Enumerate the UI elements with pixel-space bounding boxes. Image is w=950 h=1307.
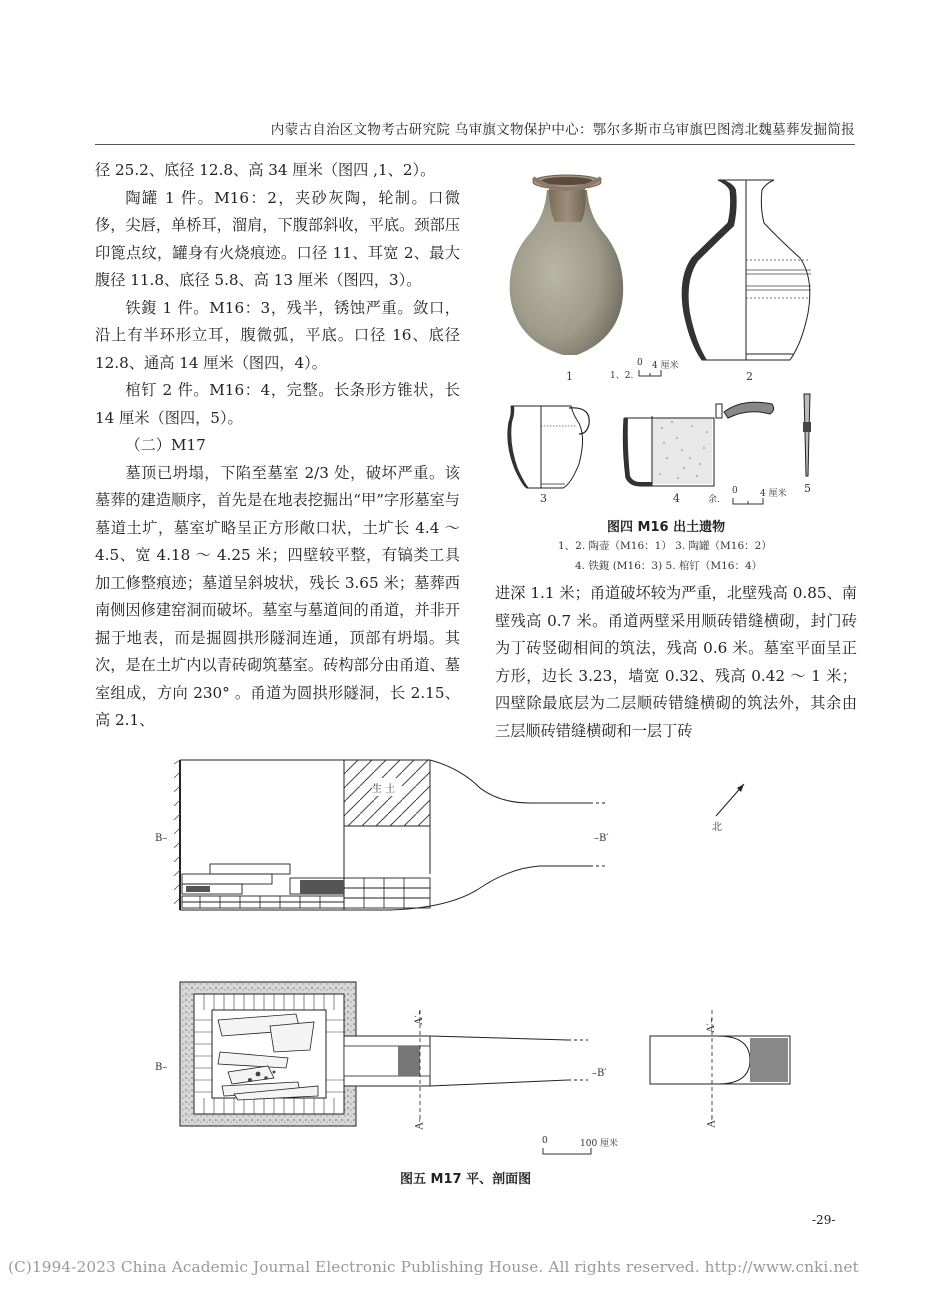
item-number: 5 xyxy=(804,482,811,495)
jar-section-drawing xyxy=(507,404,593,490)
coffin-nail-drawing xyxy=(798,392,818,480)
scale-length: 100 厘米 xyxy=(580,1139,619,1149)
left-text-column xyxy=(95,157,460,735)
scale-bar xyxy=(732,498,764,506)
running-header: 内蒙古自治区文物考古研究院 乌审旗文物保护中心：鄂尔多斯市乌审旗巴图湾北魏墓葬发掘简报 xyxy=(95,118,855,145)
vase-section-drawing xyxy=(680,178,830,363)
section-marker-a-prime: A′– xyxy=(705,1018,717,1033)
paragraph: 棺钉 2 件。M16：4，完整。长条形方锥状，长 14 厘米（图四，5）。 xyxy=(95,381,460,427)
right-text-column xyxy=(495,580,857,745)
figure4-title: 图四 M16 出土遗物 xyxy=(607,520,726,535)
section-marker-b: B– xyxy=(155,833,168,844)
scale-length: 4 厘米 xyxy=(760,489,787,499)
paragraph: 径 25.2、底径 12.8、高 34 厘米（图四 ,1、2）。 xyxy=(95,161,436,179)
figure5-title: 图五 M17 平、剖面图 xyxy=(400,1172,532,1187)
plan-marker-a-prime: A′– xyxy=(413,1010,425,1025)
scale-zero: 0 xyxy=(542,1136,548,1146)
scale-zero: 0 xyxy=(637,358,643,368)
scale-bar xyxy=(542,1148,592,1156)
plan-marker-b: B– xyxy=(155,1062,168,1073)
paragraph: 进深 1.1 米；甬道破坏较为严重，北壁残高 0.85、南壁残高 0.7 米。甬道两壁采用顺砖错缝横砌，封门砖为丁砖竖砌相间的筑法，残高 0.6 米。墓室平面呈正方形，边长 3.23，墙宽 0.32、残高 0.42 ～ 1 米；四壁除最底层为二层顺砖错缝横砌的筑法外，其余由三层顺砖错缝横砌和一层丁砖 xyxy=(495,584,857,740)
scale-bar xyxy=(638,370,662,378)
copyright-footer: (C)1994-2023 China Academic Journal Electronic Publishing House. All rights reserved. http://www.cnki.net xyxy=(8,1258,859,1276)
scale-zero: 0 xyxy=(732,486,738,496)
item-number: 1 xyxy=(566,370,573,383)
scale-prefix: 余. xyxy=(708,495,720,505)
scale-prefix: 1、2. xyxy=(610,371,634,381)
iron-cauldron-drawing xyxy=(622,398,782,488)
paragraph: 墓顶已坍塌，下陷至墓室 2/3 处，破坏严重。该墓葬的建造顺序，首先是在地表挖掘出“甲”字形墓室与墓道土圹，墓室圹略呈正方形敞口状，土圹长 4.4 ～ 4.5、宽 4.18 ～ 4.25 米；四壁较平整，有镐类工具加工修整痕迹；墓道呈斜坡状，残长 3.65 米；墓葬西南侧因修建窑洞而破坏。墓室与墓道间的甬道，并非开掘于地表，而是掘圆拱形隧洞连通，顶部有坍塌。其次，是在土圹内以青砖砌筑墓室。砖构部分由甬道、墓室组成，方向 230° 。甬道为圆拱形隧洞，长 2.15、高 2.1、 xyxy=(95,463,460,729)
north-arrow-icon xyxy=(712,780,748,820)
plan-marker-a: A– xyxy=(414,1117,426,1130)
page-number: -29- xyxy=(812,1213,836,1227)
section-marker-a: A– xyxy=(706,1115,718,1128)
item-number: 4 xyxy=(673,492,680,505)
north-label: 北 xyxy=(712,822,722,833)
pottery-vase-photo xyxy=(505,170,630,360)
item-number: 3 xyxy=(540,492,547,505)
soil-label: 生 土 xyxy=(372,784,396,795)
item-number: 2 xyxy=(746,370,753,383)
figure4-caption-line: 4. 铁鍑 (M16：3) 5. 棺钉（M16：4） xyxy=(575,560,763,572)
paragraph: 陶罐 1 件。M16：2，夹砂灰陶，轮制。口微侈，尖唇，单桥耳，溜肩，下腹部斜收，平底。颈部压印篦点纹，罐身有火烧痕迹。口径 11、耳宽 2、最大腹径 11.8、底径 5.8、高 13 厘米（图四，3）。 xyxy=(95,188,460,289)
scale-length: 4 厘米 xyxy=(652,361,679,371)
section-heading: （二）M17 xyxy=(125,436,206,454)
section-marker-b-prime: –B′ xyxy=(594,833,609,844)
tomb-plan-drawing xyxy=(178,980,798,1130)
figure4-caption-line: 1、2. 陶壶（M16：1） 3. 陶罐（M16：2） xyxy=(558,540,772,552)
paragraph: 铁鍑 1 件。M16：3，残半，锈蚀严重。敛口，沿上有半环形立耳，腹微弧，平底。口径 16、底径 12.8、通高 14 厘米（图四，4）。 xyxy=(95,298,460,372)
plan-marker-b-prime: –B′ xyxy=(592,1068,607,1079)
